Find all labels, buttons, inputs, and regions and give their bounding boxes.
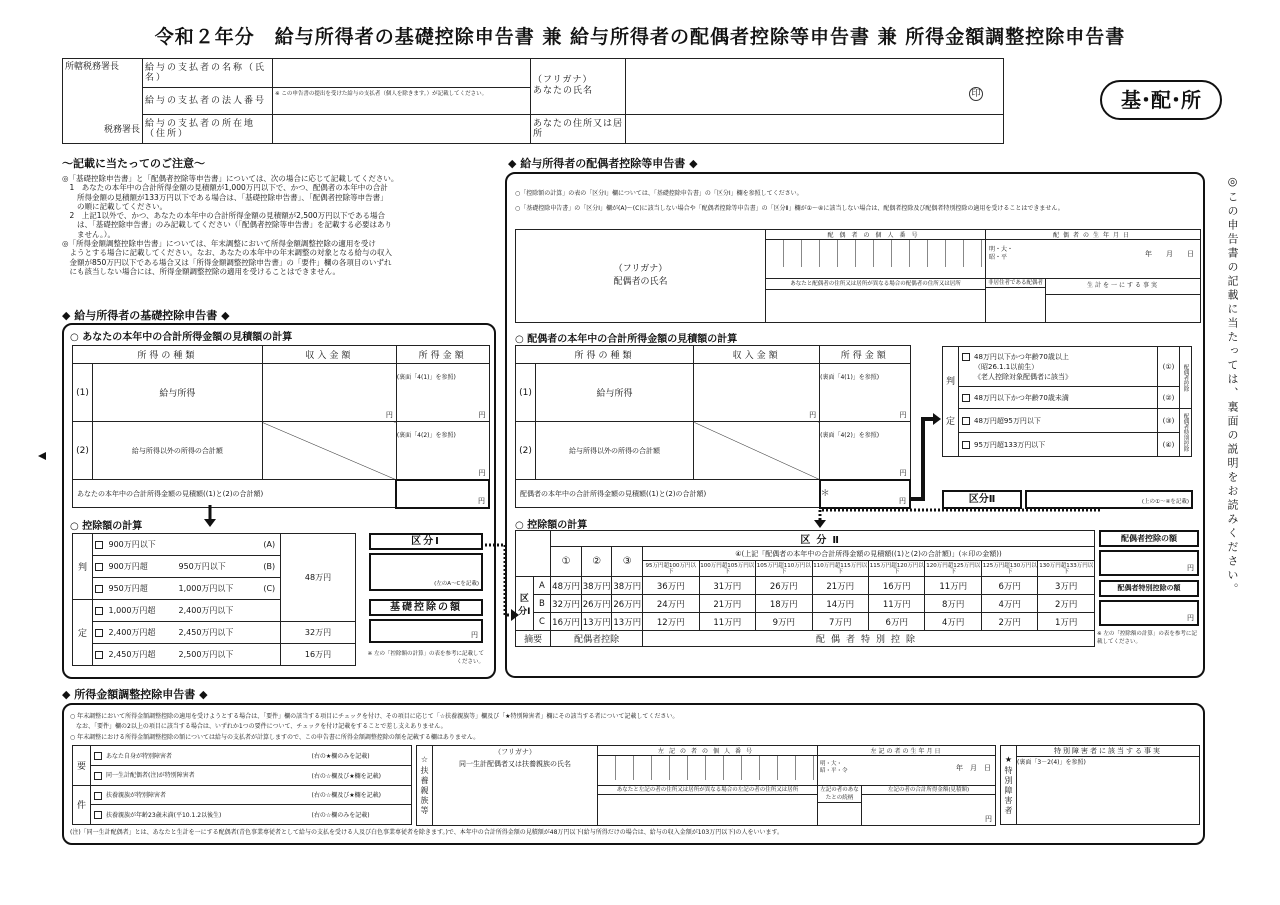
col4-subhead: 105万円超110万円以下	[756, 562, 811, 575]
toku-label: ★特別障害者	[1001, 746, 1017, 825]
notes-line: 金額が850万円以下である場合又は「所得金額調整控除申告書」の「要件」欄の各項目のいずれ	[62, 257, 392, 267]
adjust-toku-table	[1000, 745, 1200, 825]
row2-label: 給与所得以外の所得の合計額	[93, 422, 263, 480]
row1-no: (1)	[73, 364, 93, 422]
adjust-heading: ◆ 所得金額調整控除申告書 ◆	[62, 688, 208, 701]
deduct-to: 950万円以下	[179, 556, 259, 578]
deduct-checkbox[interactable]	[95, 563, 103, 571]
notes-line: 1 あなたの本年中の合計所得金額の見積額が1,000万円以下で、かつ、配偶者の本年中の合計	[62, 183, 388, 193]
spouse-deduct-cell: 7万円	[812, 613, 868, 631]
spouse-row1-income-input[interactable]: 円	[694, 364, 820, 422]
kubun2-col: ②	[581, 547, 612, 577]
spouse-judge-label: 判 定	[943, 347, 959, 457]
spouse-row2-amount-input[interactable]: (裏面「4(2)」を参照) 円	[820, 422, 910, 480]
payer-addr-label: 給与の支払者の所在地（住所）	[143, 114, 273, 143]
req-note: (右の☆欄及び★欄を記載)	[312, 765, 412, 785]
spouse-side-note: ※ 左の「控除額の計算」の表を参考に記載してください。	[1097, 631, 1197, 645]
basic-deduct-table	[72, 533, 356, 666]
form-type-stamp: 基･配･所	[1100, 80, 1222, 120]
spouse-deduct-cell: 26万円	[756, 577, 812, 595]
deduct-checkbox[interactable]	[95, 651, 103, 659]
header-table	[62, 58, 1004, 144]
deduct-amount: 32万円	[281, 622, 356, 644]
spouse-deduct-cell: 26万円	[612, 595, 643, 613]
notes-lines	[62, 174, 497, 276]
req-note: (右の☆欄のみを記載)	[312, 805, 412, 825]
deduct-code	[259, 644, 281, 666]
spouse-deduct-cell: 2万円	[1038, 595, 1095, 613]
deduct-to	[179, 534, 259, 556]
deduct-amount: 16万円	[281, 644, 356, 666]
spouse-deduct-cell: 16万円	[551, 613, 582, 631]
kubun2-col: ③	[612, 547, 643, 577]
spouse-calc-table: 所得の種類 収入金額 所得金額 (1) 給与所得 円 (裏面「4(1)」を参照) 円 (2) 給与所得以外の所得の合計額 (裏面「4(2)」を参照) 円 配偶者の本年中の合計所得金額の見積額((1)と(2)の合計額) ＊ 円	[515, 345, 911, 509]
spouse-deduct-row	[516, 577, 1095, 595]
kubun2-input[interactable]: (上の①～④を記載)	[1025, 490, 1193, 509]
j1-checkbox[interactable]	[962, 353, 970, 361]
col-type: 所得の種類	[73, 346, 263, 364]
dep-name-label: 同一生計配偶者又は扶養親族の氏名	[459, 760, 571, 768]
req-checkbox[interactable]	[94, 772, 102, 780]
spouse-deduct-cell: 9万円	[756, 613, 812, 631]
req-checkbox[interactable]	[94, 811, 102, 819]
spouse-deduct-cell: 1万円	[1038, 613, 1095, 631]
deduct-row	[73, 622, 356, 644]
j3-checkbox[interactable]	[962, 417, 970, 425]
deduct-row	[73, 534, 356, 556]
req-label: 同一生計配偶者(注)が特別障害者	[106, 772, 195, 780]
spouse-total-label: 配偶者の本年中の合計所得金額の見積額((1)と(2)の合計額)	[516, 480, 820, 508]
spouse-deduct-cell: 48万円	[551, 577, 582, 595]
deduct-code: (C)	[259, 578, 281, 600]
your-addr-input[interactable]	[626, 114, 1004, 143]
kiso-note: ※ 左の「控除額の計算」の表を参考に記載してください。	[367, 651, 484, 665]
row2-no: (2)	[73, 422, 93, 480]
deduct-from: 900万円超	[109, 556, 179, 578]
adjust-note2: ○ 年末調整における所得金額調整控除の額については給与の支払者が計算しますので、この申告書に所得金額調整控除の額を記載する欄はありません。	[70, 734, 480, 741]
j2-checkbox[interactable]	[962, 394, 970, 402]
notes-line: 所得金額の見積額が133万円以下である場合は、「基礎控除申告書」、「配偶者控除等申告書」	[62, 192, 388, 202]
spouse-deduct-cell: 38万円	[612, 577, 643, 595]
deduct-from: 950万円超	[109, 578, 179, 600]
req-row: 要 あなた自身が特別障害者 (右の★欄のみを記載)	[73, 746, 412, 766]
row1-amount-input[interactable]: (裏面「4(1)」を参照) 円	[396, 364, 489, 422]
req-row	[73, 765, 412, 785]
notes-line: ◎「所得金額調整控除申告書」については、年末調整において所得金額調整控除の適用を受け	[62, 239, 376, 249]
row2-income-na	[262, 422, 396, 480]
spouse-addr-label: あなたと配偶者の住所又は居所が異なる場合の配偶者の住所又は居所	[766, 279, 985, 290]
your-name-label: あなたの氏名	[533, 86, 594, 97]
dep-income-label: 左記の者の合計所得金額(見積額)	[862, 786, 995, 795]
spouse-mynumber-label: 配偶者の個人番号	[827, 232, 924, 239]
notes-line: ようとする場合に記載してください。なお、あなたの本年中の年末調整の対象となる給与の収入	[62, 248, 392, 258]
payer-corp-label: 給与の支払者の法人番号	[143, 88, 273, 114]
basic-section	[62, 323, 496, 679]
kubun2-connector	[810, 500, 1110, 530]
spouse-deduct-cell: 2万円	[981, 613, 1037, 631]
col4-subhead: 130万円超133万円以下	[1039, 562, 1094, 575]
kubun1-col-label: 区分Ⅰ	[516, 577, 534, 631]
deduct-row	[73, 644, 356, 666]
deduct-from: 1,000万円超	[109, 600, 179, 622]
tax-office-label: 所轄税務署長	[65, 62, 120, 72]
spouse-deduct-cell: 6万円	[981, 577, 1037, 595]
spouse-deduct-cell: A	[533, 577, 551, 595]
payer-name-input[interactable]	[273, 59, 531, 88]
req-note: (右の☆欄及び★欄を記載)	[312, 785, 412, 805]
spouse-birth-input[interactable]: 明・大・昭・平 年 月 日	[986, 239, 1200, 267]
spouse-row2-income-na	[694, 422, 820, 480]
spouse-section	[505, 172, 1205, 678]
form-title: 令和２年分 給与所得者の基礎控除申告書 兼 給与所得者の配偶者控除等申告書 兼 所得金額調整控除申告書	[154, 26, 1126, 48]
deduct-from: 900万円以下	[109, 534, 179, 556]
spouse-deduct-cell: 3万円	[1038, 577, 1095, 595]
spouse-livelihood-label: 生計を一にする事実	[1046, 279, 1200, 295]
req-label: 扶養親族が年齢23歳未満(平10.1.2以後生)	[106, 811, 222, 819]
spouse-name-label: 配偶者の氏名	[613, 277, 668, 287]
kubun2-head: 区分Ⅱ	[551, 531, 1095, 547]
dep-addr-label: あなたと左記の者の住所又は居所が異なる場合の左記の者の住所又は居所	[598, 786, 817, 795]
spouse-deduct-cell: 11万円	[699, 613, 755, 631]
col4-head: ④(上記「配偶者の本年中の合計所得金額の見積額((1)と(2)の合計額)」(＊印の金額))	[643, 547, 1095, 561]
summary-label: 摘要	[516, 631, 551, 647]
tax-office-suffix: 税務署長	[103, 125, 140, 135]
summary-haigu: 配偶者控除	[551, 631, 643, 647]
spouse-deduct-cell: 18万円	[756, 595, 812, 613]
spouse-row1-amount-input[interactable]: (裏面「4(1)」を参照) 円	[820, 364, 910, 422]
adjust-footnote: (注)「同一生計配偶者」とは、あなたと生計を一にする配偶者(青色事業専従者として給与の支払を受ける人及び白色事業専従者を除きます。)で、本年中の合計所得金額の見積額が48万円以下(給与所得だけの場合は、給与の収入金額が103万円以下)の人をいいます。	[70, 829, 784, 836]
basic-heading: ◆ 給与所得者の基礎控除申告書 ◆	[62, 309, 230, 322]
notes-line: 2 上記1以外で、かつ、あなたの本年中の合計所得金額の見積額が2,500万円以下である場合	[62, 211, 386, 221]
kubun1-connector	[485, 495, 525, 625]
payer-corp-note: ※ この申告書の提出を受けた給与の支払者（個人を除きます。）が記載してください。	[275, 91, 488, 98]
kubun1-input[interactable]: (左のA～Cを記載)	[369, 553, 483, 591]
spouse-furigana: （フリガナ）	[613, 264, 668, 274]
row1-income-input[interactable]: 円	[262, 364, 396, 422]
adjust-note1b: なお、「要件」欄の2以上の項目に該当する場合は、いずれか1つの要件について、チェックを付け記載をすることで差し支えありません。	[70, 723, 447, 730]
spouse-deduct-cell: 14万円	[812, 595, 868, 613]
req-note: (右の★欄のみを記載)	[312, 746, 412, 766]
dep-birth-label: 左記の者の生年月日	[870, 748, 943, 755]
spouse-deduct-cell: 31万円	[699, 577, 755, 595]
fuyou-label: ☆扶養親族等	[417, 746, 433, 826]
notes-section	[62, 155, 497, 276]
notes-line: ◎「基礎控除申告書」と「配偶者控除等申告書」については、次の場合に応じて記載してください。	[62, 174, 399, 183]
seal-mark: 印	[969, 87, 983, 101]
spouse-deduct-cell: 13万円	[612, 613, 643, 631]
furigana-label: （フリガナ）	[533, 75, 593, 86]
kubun2-col: ①	[551, 547, 582, 577]
spouse-deduct-cell: 21万円	[699, 595, 755, 613]
adjust-req-table	[72, 745, 412, 825]
haigu-input[interactable]: 円	[1099, 550, 1199, 576]
kubun2-label: 区分Ⅱ	[942, 490, 1022, 509]
deduct-amount: 48万円	[281, 534, 356, 622]
col4-subhead: 125万円超130万円以下	[982, 562, 1037, 575]
col4-subhead: 95万円超100万円以下	[643, 561, 699, 577]
spouse-total-input[interactable]: ＊ 円	[820, 480, 910, 508]
j4-checkbox[interactable]	[962, 441, 970, 449]
payer-name-label: 給与の支払者の名称（氏名）	[143, 59, 273, 88]
req-label: あなた自身が特別障害者	[106, 752, 173, 760]
your-name-input[interactable]	[626, 59, 1004, 115]
deduct-to: 1,000万円以下	[179, 578, 259, 600]
notes-line: にも該当しない場合には、所得金額調整控除の適用を受けることはできません。	[62, 266, 340, 276]
req-checkbox[interactable]	[94, 792, 102, 800]
spouse-info-table	[515, 229, 1201, 323]
spouse-deduct-cell: 26万円	[581, 595, 612, 613]
payer-addr-input[interactable]	[273, 114, 531, 143]
basic-calc-title: ○ あなたの本年中の合計所得金額の見積額の計算	[70, 332, 293, 343]
adjust-section	[62, 703, 1205, 845]
basic-calc-table	[72, 345, 490, 509]
haigu-label: 配偶者控除の額	[1099, 530, 1199, 547]
spouse-note1: ○「控除額の計算」の表の「区分Ⅰ」欄については、「基礎控除申告書」の「区分Ⅰ」欄を参照してください。	[515, 190, 803, 197]
summary-tokubetsu: 配偶者特別控除	[643, 631, 1095, 647]
deduct-from: 2,400万円超	[109, 622, 179, 644]
spouse-deduct-cell: 32万円	[551, 595, 582, 613]
kiso-label: 基礎控除の額	[369, 599, 483, 616]
tokubetsu-input[interactable]: 円	[1099, 600, 1199, 626]
spouse-nonres-label: 非居住者である配偶者	[987, 279, 1043, 286]
deduct-code	[259, 600, 281, 622]
toku-fact-label: 特別障害者に該当する事実	[1017, 746, 1199, 757]
notes-heading: ～記載に当たってのご注意～	[62, 157, 205, 170]
spouse-deduct-cell: 21万円	[812, 577, 868, 595]
deduct-code: (A)	[259, 534, 281, 556]
dep-birth-input[interactable]: 明・大・昭・平・令 年 月 日	[818, 755, 995, 780]
row1-label: 給与所得	[93, 364, 263, 422]
spouse-deduct-row	[516, 613, 1095, 631]
spouse-deduct-cell: 12万円	[643, 613, 699, 631]
spouse-heading: ◆ 給与所得者の配偶者控除等申告書 ◆	[508, 157, 698, 170]
spouse-deduct-row	[516, 595, 1095, 613]
deduct-checkbox[interactable]	[95, 585, 103, 593]
basic-total-label: あなたの本年中の合計所得金額の見積額((1)と(2)の合計額)	[73, 480, 397, 508]
deduct-code: (B)	[259, 556, 281, 578]
tokubetsu-label: 配偶者特別控除の額	[1099, 580, 1199, 597]
req-row: 件 扶養親族が特別障害者 (右の☆欄及び★欄を記載)	[73, 785, 412, 805]
spouse-deduct-title: ○ 控除額の計算	[515, 520, 588, 531]
spouse-deduct-cell: 4万円	[981, 595, 1037, 613]
col4-subhead: 115万円超120万円以下	[869, 562, 924, 575]
req-checkbox[interactable]	[94, 752, 102, 760]
kiso-input[interactable]: 円	[369, 619, 483, 643]
fold-mark	[38, 452, 46, 460]
deduct-to: 2,500万円以下	[179, 644, 259, 666]
row2-amount-input[interactable]: (裏面「4(2)」を参照) 円	[396, 422, 489, 480]
col4-subhead: 110万円超115万円以下	[813, 562, 868, 575]
spouse-deduct-cell: 11万円	[869, 595, 925, 613]
adjust-dep-table: ☆扶養親族等 （フリガナ） 同一生計配偶者又は扶養親族の氏名 左記の者の個人番号 左記の者の生年月日 明・大・昭・平・令 年 月 日 あなたと左記の者の住所又は居所が異なる場合の左記の者の住所又は居所 左記の者のあなたとの続柄 左記の者の合計所得金額(見積額) 円	[416, 745, 996, 826]
basic-total-arrow	[200, 505, 220, 530]
kubun1-label: 区分Ⅰ	[369, 533, 483, 550]
basic-deduct-title: ○ 控除額の計算	[70, 521, 143, 532]
spouse-deduct-cell: 13万円	[581, 613, 612, 631]
toku-ref: (裏面「3－2(4)」を参照)	[1017, 759, 1086, 766]
spouse-deduct-cell: 16万円	[869, 577, 925, 595]
req-label: 扶養親族が特別障害者	[106, 792, 167, 800]
deduct-code	[259, 622, 281, 644]
deduct-to: 2,450万円以下	[179, 622, 259, 644]
spouse-deduct-cell: 38万円	[581, 577, 612, 595]
payer-corp-input[interactable]	[273, 88, 531, 114]
notes-line: の順に記載してください。	[62, 201, 167, 211]
spouse-deduct-cell: 8万円	[925, 595, 981, 613]
req-row	[73, 805, 412, 825]
spouse-deduct-table	[515, 530, 1095, 647]
col4-subhead: 120万円超125万円以下	[926, 562, 981, 575]
deduct-to: 2,400万円以下	[179, 600, 259, 622]
judge-label: 定	[73, 600, 93, 666]
deduct-checkbox[interactable]	[95, 607, 103, 615]
dep-mynumber-label: 左記の者の個人番号	[657, 748, 757, 755]
dep-mynumber-input[interactable]	[598, 755, 817, 780]
your-addr-label: あなたの住所又は居所	[531, 114, 626, 143]
col4-subhead: 100万円超105万円以下	[700, 562, 755, 575]
spouse-judge-table: 判 定 48万円以下かつ年齢70歳以上 （昭26.1.1以前生） 《老人控除対象配偶者に該当》 (①) 配偶者控除 48万円以下かつ年齢70歳未満 (②) 48万円超95万円以下 (③) 配偶者特別控除 95万円超133万円以下 (④)	[942, 346, 1192, 457]
notes-line: は、「基礎控除申告書」のみ記載してください（「配偶者控除等申告書」を記載する必要はあり	[62, 220, 392, 230]
deduct-checkbox[interactable]	[95, 541, 103, 549]
deduct-from: 2,450万円超	[109, 644, 179, 666]
side-instruction: ◎この申告書の記載に当たっては、裏面の説明をお読みください。	[1226, 175, 1239, 597]
notes-line: ません。）。	[62, 229, 115, 239]
tax-office-input[interactable]	[65, 72, 140, 122]
basic-total-input[interactable]: 円	[396, 480, 489, 508]
spouse-mynumber-input[interactable]	[766, 239, 985, 267]
spouse-deduct-cell: 36万円	[643, 577, 699, 595]
spouse-deduct-cell: 6万円	[869, 613, 925, 631]
col-income: 収入金額	[262, 346, 396, 364]
dep-relation-label: 左記の者のあなたとの続柄	[818, 786, 861, 803]
col-amount: 所得金額	[396, 346, 489, 364]
spouse-birth-label: 配偶者の生年月日	[1052, 232, 1133, 239]
arrow-to-judge	[911, 399, 943, 509]
judge-label: 判	[73, 534, 93, 600]
adjust-note1: ○ 年末調整において所得金額調整控除の適用を受けようとする場合は、「要件」欄の該当する項目にチェックを付け、その項目に応じて「☆扶養親族等」欄及び「★特別障害者」欄にその該当する者について記載してください。	[70, 713, 679, 720]
deduct-checkbox[interactable]	[95, 629, 103, 637]
spouse-note2: ○「基礎控除申告書」の「区分Ⅰ」欄が(A)～(C)に該当しない場合や「配偶者控除等申告書」の「区分Ⅱ」欄が①～④に該当しない場合は、配偶者控除及び配偶者特別控除の適用を受けることはできません。	[515, 205, 1064, 212]
spouse-deduct-cell: 4万円	[925, 613, 981, 631]
spouse-deduct-cell: 11万円	[925, 577, 981, 595]
spouse-deduct-cell: C	[533, 613, 551, 631]
spouse-deduct-cell: 24万円	[643, 595, 699, 613]
spouse-calc-title: ○ 配偶者の本年中の合計所得金額の見積額の計算	[515, 334, 738, 345]
spouse-deduct-cell: B	[533, 595, 551, 613]
